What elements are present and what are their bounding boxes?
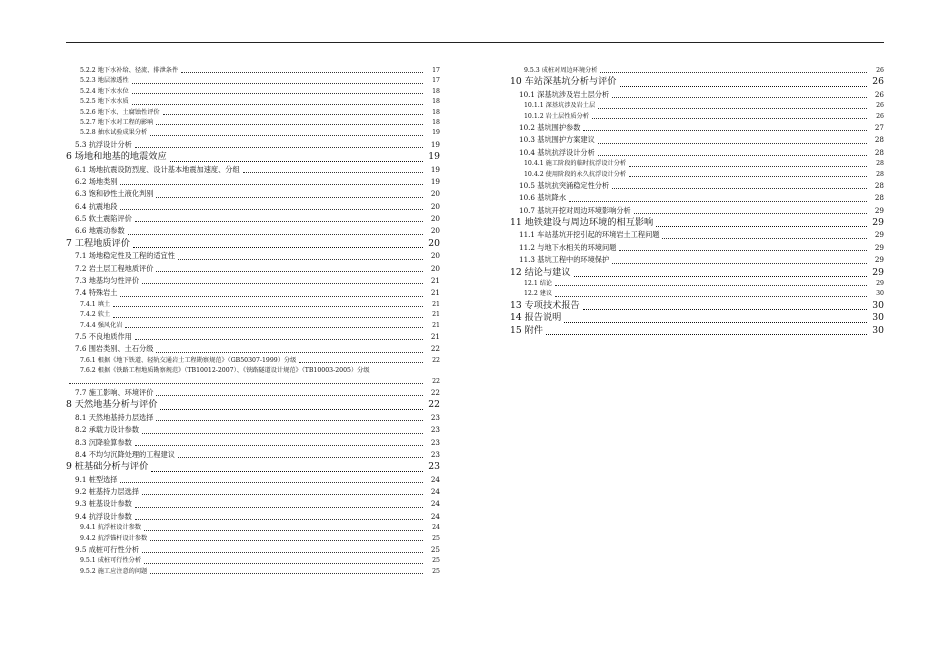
toc-entry[interactable] [66, 412, 440, 424]
toc-entry[interactable] [66, 76, 440, 86]
toc-leader-dots [555, 284, 867, 286]
toc-entry[interactable] [66, 300, 440, 310]
toc-leader-dots [574, 275, 867, 277]
toc-entry-title: 14 报告说明 [510, 312, 562, 324]
toc-entry-title: 11.2 与地下水相关的环境问题 [519, 242, 617, 252]
toc-entry[interactable] [66, 437, 440, 449]
toc-entry-page: 22 [428, 399, 440, 411]
toc-leader-dots [150, 572, 423, 574]
toc-leader-dots [142, 282, 423, 284]
toc-entry-title: 7 工程地质评价 [66, 237, 130, 249]
toc-entry-page: 28 [874, 147, 884, 157]
toc-entry[interactable] [66, 139, 440, 151]
toc-entry-page: 19 [430, 176, 440, 186]
toc-entry-page: 18 [432, 98, 440, 106]
toc-leader-dots [135, 146, 423, 148]
toc-entry[interactable] [510, 205, 884, 217]
toc-entry-title: 10.5 基坑抗突涌稳定性分析 [519, 180, 610, 190]
toc-entry-title: 8.2 承载力设计参数 [75, 425, 140, 435]
toc-entry-title: 10.2 基坑围护参数 [519, 122, 581, 132]
toc-leader-dots [163, 113, 423, 115]
toc-entry-title: 9.5.2 施工应注意的问题 [80, 567, 148, 575]
toc-entry[interactable] [66, 474, 440, 486]
toc-entry-page: 27 [874, 122, 884, 132]
toc-entry-page: 21 [432, 300, 440, 308]
toc-entry-title: 7.4.1 填土 [80, 300, 111, 308]
toc-entry-page: 21 [430, 276, 440, 286]
toc-leader-dots [598, 142, 867, 144]
toc-entry-title: 10.3 基坑围护方案建议 [519, 135, 595, 145]
toc-entry-page: 26 [876, 102, 884, 110]
toc-entry[interactable] [510, 217, 884, 229]
toc-entry[interactable] [510, 159, 884, 169]
toc-leader-dots [619, 249, 867, 251]
toc-entry-page: 20 [430, 226, 440, 236]
toc-entry-title: 10.1 深基坑涉及岩土层分析 [519, 89, 610, 99]
toc-leader-dots [120, 481, 423, 483]
toc-entry-title: 15 附件 [510, 324, 543, 336]
toc-entry[interactable] [510, 279, 884, 289]
toc-entry[interactable] [66, 213, 440, 225]
toc-entry-title: 12 结论与建议 [510, 266, 571, 278]
toc-entry-title: 10.4.2 使用阶段的永久抗浮设计分析 [524, 170, 627, 178]
toc-entry[interactable] [66, 498, 440, 510]
toc-entry-title: 5.2.2 地下水补给、径流、排泄条件 [80, 66, 179, 74]
toc-entry[interactable] [66, 176, 440, 188]
toc-entry-page: 29 [872, 266, 884, 278]
toc-entry-title: 5.2.4 地下水水位 [80, 87, 129, 95]
toc-leader-dots [120, 208, 423, 210]
toc-leader-dots [598, 107, 867, 109]
toc-leader-dots [142, 551, 423, 553]
toc-entry-title: 6.4 抗震地段 [75, 201, 118, 211]
toc-entry-page: 28 [876, 170, 884, 178]
toc-entry[interactable] [510, 229, 884, 241]
toc-entry-title: 9.4.1 抗浮桩设计参数 [80, 524, 142, 532]
toc-entry-page: 20 [430, 263, 440, 273]
toc-entry[interactable] [66, 321, 440, 331]
toc-leader-dots [135, 444, 423, 446]
toc-leader-dots [620, 85, 868, 87]
toc-entry-page: 20 [430, 214, 440, 224]
toc-leader-dots [299, 361, 423, 363]
toc-entry-page: 23 [430, 412, 440, 422]
toc-entry-title: 7.6.1 根据《地下铁道、轻轨交通岩土工程勘察规范》（GB50307-1999）分级 [80, 356, 297, 364]
toc-entry-title: 6 场地和地基的地震效应 [66, 151, 167, 163]
toc-leader-dots [135, 338, 423, 340]
toc-leader-dots [662, 237, 867, 239]
toc-entry-page: 22 [432, 356, 440, 364]
toc-entry[interactable] [66, 556, 440, 566]
toc-leader-dots [600, 71, 867, 73]
toc-entry-title: 9.5.3 成桩对周边环境分析 [524, 66, 598, 74]
toc-entry[interactable] [510, 289, 884, 299]
toc-leader-dots [612, 96, 867, 98]
toc-entry-title: 10 车站深基坑分析与评价 [510, 76, 617, 88]
toc-leader-dots [156, 270, 423, 272]
toc-leader-dots [181, 71, 423, 73]
toc-entry-page: 24 [430, 487, 440, 497]
toc-entry[interactable] [66, 275, 440, 287]
toc-entry-page: 30 [872, 312, 884, 324]
toc-entry-page: 25 [432, 534, 440, 542]
toc-entry-title: 9.2 桩基持力层选择 [75, 487, 140, 497]
toc-leader-dots [133, 246, 423, 248]
toc-entry-page: 28 [874, 193, 884, 203]
toc-entry[interactable] [510, 147, 884, 159]
toc-entry-title: 11.1 车站基坑开挖引起的环境岩土工程问题 [519, 230, 660, 240]
toc-right-column [510, 66, 884, 337]
toc-entry-title: 7.2 岩土层工程地质评价 [75, 263, 154, 273]
toc-entry-title: 5.2.6 地下水、土腐蚀性评价 [80, 108, 160, 116]
toc-entry-title: 7.5 不良地质作用 [75, 331, 132, 341]
toc-leader-dots [128, 233, 423, 235]
toc-entry-page: 20 [430, 251, 440, 261]
toc-entry[interactable] [510, 254, 884, 266]
toc-entry-title: 7.6.2 根据《铁路工程地质勘察规范》（TB10012-2007）、《铁路隧道设计规范》（TB10003-2005）分级 [80, 367, 370, 375]
toc-leader-dots [113, 316, 423, 318]
toc-leader-dots [634, 212, 867, 214]
toc-entry-page: 18 [432, 118, 440, 126]
toc-leader-dots [132, 103, 423, 105]
toc-entry-page: 22 [430, 387, 440, 397]
toc-leader-dots [160, 408, 423, 410]
toc-entry[interactable] [66, 544, 440, 556]
toc-entry-title: 6.5 软土震陷评价 [75, 214, 132, 224]
toc-leader-dots [113, 305, 423, 307]
toc-entry[interactable] [66, 461, 440, 473]
toc-entry[interactable] [66, 511, 440, 523]
toc-entry[interactable] [510, 180, 884, 192]
toc-leader-dots [142, 432, 423, 434]
toc-entry-page: 18 [432, 108, 440, 116]
toc-entry-title: 6.2 场地类别 [75, 176, 118, 186]
toc-entry-page: 21 [432, 311, 440, 319]
toc-entry[interactable] [66, 201, 440, 213]
toc-entry-page: 22 [432, 377, 440, 385]
toc-entry[interactable] [510, 242, 884, 254]
toc-leader-dots [135, 220, 423, 222]
toc-entry-title: 10.6 基坑降水 [519, 193, 567, 203]
toc-entry[interactable] [510, 312, 884, 324]
toc-leader-dots [156, 419, 423, 421]
toc-entry-page: 19 [430, 139, 440, 149]
toc-entry-page: 24 [430, 474, 440, 484]
toc-entry-page: 20 [430, 189, 440, 199]
toc-entry-page: 26 [874, 89, 884, 99]
toc-entry-title: 9.3 桩基设计参数 [75, 499, 132, 509]
toc-entry-title: 9.4.2 抗浮锚杆设计参数 [80, 534, 148, 542]
toc-entry-page: 29 [874, 230, 884, 240]
toc-leader-dots [178, 258, 423, 260]
toc-entry-page: 25 [432, 567, 440, 575]
toc-entry-page: 17 [432, 66, 440, 74]
toc-entry-title: 5.3 抗浮设计分析 [75, 139, 132, 149]
toc-leader-dots [564, 321, 867, 323]
toc-entry[interactable] [510, 192, 884, 204]
toc-entry-title: 6.3 饱和砂性土液化判别 [75, 189, 154, 199]
toc-entry-title: 9 桩基础分析与评价 [66, 461, 149, 473]
toc-entry-page: 28 [876, 160, 884, 168]
toc-leader-dots [583, 129, 867, 131]
toc-entry-page: 21 [430, 331, 440, 341]
toc-entry[interactable] [510, 66, 884, 76]
toc-entry[interactable] [66, 250, 440, 262]
toc-entry-title: 7.4.2 软土 [80, 311, 111, 319]
toc-leader-dots [135, 506, 423, 508]
toc-leader-dots [120, 183, 423, 185]
toc-entry[interactable] [66, 151, 440, 163]
toc-entry-title: 5.2.5 地下水水质 [80, 98, 129, 106]
toc-leader-dots [156, 123, 423, 125]
toc-entry-title: 8.1 天然地基持力层选择 [75, 412, 154, 422]
toc-entry-title: 11.3 基坑工程中的环境保护 [519, 255, 610, 265]
toc-leader-dots [178, 456, 423, 458]
toc-entry-page: 26 [876, 112, 884, 120]
toc-leader-dots [612, 262, 867, 264]
toc-entry-title: 5.2.3 地层渗透性 [80, 77, 129, 85]
toc-entry[interactable] [66, 366, 440, 387]
toc-entry-page: 29 [874, 255, 884, 265]
toc-entry[interactable] [66, 343, 440, 355]
toc-entry-title: 11 地铁建设与周边环境的相互影响 [510, 217, 654, 229]
toc-entry-page: 24 [430, 511, 440, 521]
toc-entry[interactable] [510, 325, 884, 337]
toc-leader-dots [629, 175, 867, 177]
toc-entry-page: 29 [872, 217, 884, 229]
toc-entry-page: 17 [432, 77, 440, 85]
toc-entry-page: 29 [874, 205, 884, 215]
toc-leader-dots [170, 160, 423, 162]
toc-entry-page: 28 [874, 135, 884, 145]
toc-entry-title: 7.7 施工影响、环境评价 [75, 387, 154, 397]
toc-entry[interactable] [66, 486, 440, 498]
toc-entry-page: 23 [430, 425, 440, 435]
toc-entry-title: 13 专项技术报告 [510, 299, 580, 311]
toc-entry-page: 19 [432, 129, 440, 137]
toc-entry[interactable] [66, 449, 440, 461]
toc-leader-dots [156, 351, 423, 353]
toc-entry[interactable] [66, 97, 440, 107]
toc-entry-page: 30 [872, 299, 884, 311]
toc-entry-page: 30 [872, 324, 884, 336]
toc-entry-page: 18 [432, 87, 440, 95]
toc-entry-page: 30 [876, 290, 884, 298]
toc-entry-title: 9.1 桩型选择 [75, 474, 118, 484]
toc-entry-title: 7.4.4 强风化岩 [80, 321, 123, 329]
toc-entry-page: 26 [872, 76, 884, 88]
toc-leader-dots [142, 493, 423, 495]
toc-entry-title: 8.4 不均匀沉降处理的工程建议 [75, 449, 175, 459]
toc-entry-page: 19 [430, 164, 440, 174]
toc-entry-page: 24 [430, 499, 440, 509]
toc-entry-title: 9.5 成桩可行性分析 [75, 545, 140, 555]
toc-entry-title: 8 天然地基分析与评价 [66, 399, 158, 411]
toc-entry-page: 20 [428, 237, 440, 249]
toc-entry-title: 7.3 地基均匀性评价 [75, 276, 140, 286]
toc-entry[interactable] [510, 89, 884, 101]
toc-entry-page: 25 [430, 545, 440, 555]
toc-entry-title: 5.2.7 地下水对工程的影响 [80, 118, 154, 126]
toc-entry[interactable] [66, 225, 440, 237]
toc-entry-page: 26 [876, 66, 884, 74]
toc-leader-dots [592, 117, 867, 119]
toc-entry-title: 10.1.2 岩土层性质分析 [524, 112, 589, 120]
toc-entry-title: 6.1 场地抗震设防烈度、设计基本地震加速度、分组 [75, 164, 240, 174]
toc-entry-page: 21 [430, 288, 440, 298]
toc-entry[interactable] [66, 567, 440, 577]
toc-entry[interactable] [66, 356, 440, 366]
toc-leader-dots [150, 539, 423, 541]
toc-entry-title: 8.3 沉降验算参数 [75, 437, 132, 447]
toc-entry[interactable] [66, 263, 440, 275]
toc-entry[interactable] [510, 170, 884, 180]
toc-entry[interactable] [510, 122, 884, 134]
toc-leader-dots [569, 200, 867, 202]
toc-entry[interactable] [510, 134, 884, 146]
toc-entry-page: 23 [430, 437, 440, 447]
toc-entry[interactable] [66, 108, 440, 118]
toc-leader-dots [156, 196, 423, 198]
toc-entry[interactable] [66, 188, 440, 200]
toc-entry-title: 12.2 建议 [524, 290, 553, 298]
toc-entry-title: 10.1.1 深基坑涉及岩土层 [524, 102, 596, 110]
toc-leader-dots [151, 470, 423, 472]
toc-entry[interactable] [510, 76, 884, 88]
toc-entry[interactable] [66, 66, 440, 76]
toc-entry[interactable] [510, 112, 884, 122]
toc-entry-title: 7.4 特殊岩土 [75, 288, 118, 298]
toc-entry[interactable] [66, 424, 440, 436]
toc-entry-page: 19 [428, 151, 440, 163]
toc-leader-dots [135, 518, 423, 520]
toc-entry-title: 10.4 基坑抗浮设计分析 [519, 147, 595, 157]
toc-leader-dots [656, 225, 867, 227]
toc-entry-title: 10.7 基坑开挖对周边环境影响分析 [519, 205, 631, 215]
toc-entry-title: 10.4.1 施工阶段的临时抗浮设计分析 [524, 160, 627, 168]
toc-entry-page: 24 [432, 524, 440, 532]
toc-leader-dots [629, 165, 867, 167]
toc-leader-dots [125, 326, 423, 328]
toc-leader-dots [612, 187, 867, 189]
toc-entry-page: 28 [874, 180, 884, 190]
toc-entry[interactable] [66, 87, 440, 97]
toc-leader-dots [598, 154, 867, 156]
toc-entry[interactable] [66, 310, 440, 320]
toc-entry[interactable] [66, 128, 440, 138]
toc-leader-dots [132, 92, 423, 94]
toc-entry[interactable] [66, 164, 440, 176]
toc-entry-page: 23 [428, 461, 440, 473]
toc-leader-dots [555, 295, 867, 297]
toc-leader-dots [144, 529, 423, 531]
toc-entry[interactable] [66, 238, 440, 250]
toc-leader-dots [583, 308, 867, 310]
toc-entry[interactable] [510, 101, 884, 111]
toc-left-column [66, 66, 440, 577]
toc-entry-page: 29 [874, 242, 884, 252]
toc-entry-title: 12.1 结论 [524, 280, 553, 288]
toc-entry[interactable] [66, 387, 440, 399]
toc-entry[interactable] [66, 399, 440, 411]
toc-leader-dots [120, 295, 423, 297]
toc-entry[interactable] [510, 267, 884, 279]
toc-leader-dots [156, 394, 423, 396]
toc-entry-page: 29 [876, 280, 884, 288]
toc-leader-dots [150, 134, 423, 136]
toc-entry-title: 7.6 围岩类别、土石分级 [75, 344, 154, 354]
toc-entry-page: 20 [430, 201, 440, 211]
toc-leader-dots [243, 171, 423, 173]
toc-entry[interactable] [66, 534, 440, 544]
toc-entry-page: 25 [432, 557, 440, 565]
toc-leader-dots [546, 333, 867, 335]
toc-entry[interactable] [66, 287, 440, 299]
toc-entry[interactable] [66, 331, 440, 343]
toc-entry-page: 22 [430, 344, 440, 354]
toc-leader-dots [132, 82, 423, 84]
toc-entry-title: 6.6 地震动参数 [75, 226, 125, 236]
toc-entry[interactable] [66, 523, 440, 533]
toc-leader-dots [144, 562, 423, 564]
toc-entry-title: 9.4 抗浮设计参数 [75, 511, 132, 521]
toc-leader-dots [69, 382, 423, 384]
toc-entry[interactable] [510, 300, 884, 312]
toc-entry-title: 9.5.1 成桩可行性分析 [80, 557, 142, 565]
toc-entry[interactable] [66, 118, 440, 128]
toc-entry-title: 7.1 场地稳定性及工程的适宜性 [75, 251, 175, 261]
toc-entry-page: 23 [430, 449, 440, 459]
toc-entry-title: 5.2.8 抽水试验成果分析 [80, 129, 148, 137]
header-rule [66, 42, 884, 43]
toc-entry-page: 21 [432, 321, 440, 329]
